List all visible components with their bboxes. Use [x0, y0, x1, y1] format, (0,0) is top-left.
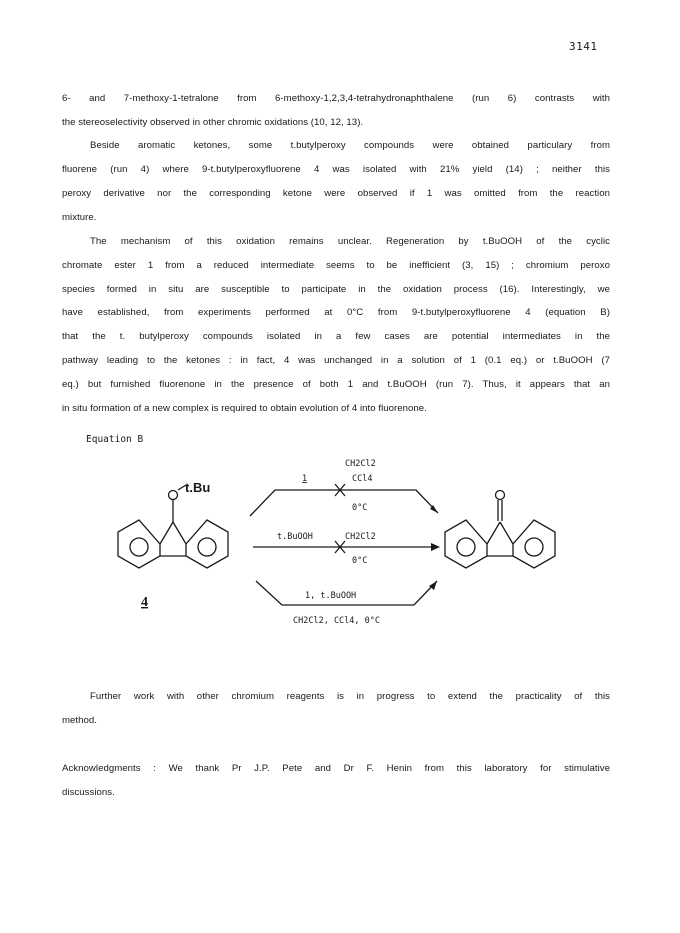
paragraph-line: mixture. [62, 212, 97, 223]
tbu-label: t.Bu [185, 480, 211, 495]
paragraph-line: fluorene (run 4) where 9-t.butylperoxyfluorene 4 was isolated with 21% yield (14) ; neither this [62, 164, 610, 175]
paragraph-line: species formed in situ are susceptible to participate in the oxidation process (16). Interestingly, we [62, 284, 610, 295]
paragraph-line: Further work with other chromium reagents is in progress to extend the practicality of this [90, 691, 610, 702]
paragraph-line: chromate ester 1 from a reduced intermediate seems to be inefficient (3, 15) ; chromium peroxo [62, 260, 610, 271]
paragraph-line: the stereoselectivity observed in other chromic oxidations (10, 12, 13). [62, 117, 364, 128]
top-solvent-2: CCl4 [352, 474, 373, 484]
paragraph-line: pathway leading to the ketones : in fact, 4 was unchanged in a solution of 1 (0.1 eq.) or t.BuOOH (7 [62, 355, 610, 366]
acknowledgments-line: discussions. [62, 787, 115, 798]
top-temp: 0°C [352, 503, 368, 513]
equation-label: Equation B [86, 434, 144, 445]
page-number: 3141 [569, 40, 598, 53]
paragraph-line: method. [62, 715, 98, 726]
paragraph-line: eq.) but furnished fluorenone in the presence of both 1 and t.BuOOH (run 7). Thus, it appears that an [62, 379, 610, 390]
paragraph-line: 6- and 7-methoxy-1-tetralone from 6-methoxy-1,2,3,4-tetrahydronaphthalene (run 6) contrasts with [62, 93, 610, 104]
mid-solvent: CH2Cl2 [345, 532, 376, 542]
paragraph-line: The mechanism of this oxidation remains unclear. Regeneration by t.BuOOH of the cyclic [90, 236, 610, 247]
compound-number: 4 [141, 595, 148, 610]
mid-temp: 0°C [352, 556, 368, 566]
top-reagent: 1 [302, 474, 308, 484]
acknowledgments-line: Acknowledgments : We thank Pr J.P. Pete and Dr F. Henin from this laboratory for stimulative [62, 763, 610, 774]
paragraph-line: that the t. butylperoxy compounds isolated in a few cases are potential intermediates in the [62, 331, 610, 342]
fluorenone-structure [445, 520, 555, 568]
paragraph-line: in situ formation of a new complex is required to obtain evolution of 4 into fluorenone. [62, 403, 427, 414]
bottom-conditions: CH2Cl2, CCl4, 0°C [293, 616, 380, 626]
fluorene-structure [118, 520, 228, 568]
mid-reagent: t.BuOOH [277, 532, 313, 542]
bottom-reagent: 1, t.BuOOH [305, 591, 357, 601]
top-solvent-1: CH2Cl2 [345, 459, 376, 469]
paragraph-line: peroxy derivative nor the corresponding ketone were observed if 1 was omitted from the reaction [62, 188, 610, 199]
paragraph-line: Beside aromatic ketones, some t.butylperoxy compounds were obtained particulary from [90, 140, 610, 151]
reaction-scheme [0, 440, 680, 640]
paragraph-line: have established, from experiments performed at 0°C from 9-t.butylperoxyfluorene 4 (equation B) [62, 307, 610, 318]
